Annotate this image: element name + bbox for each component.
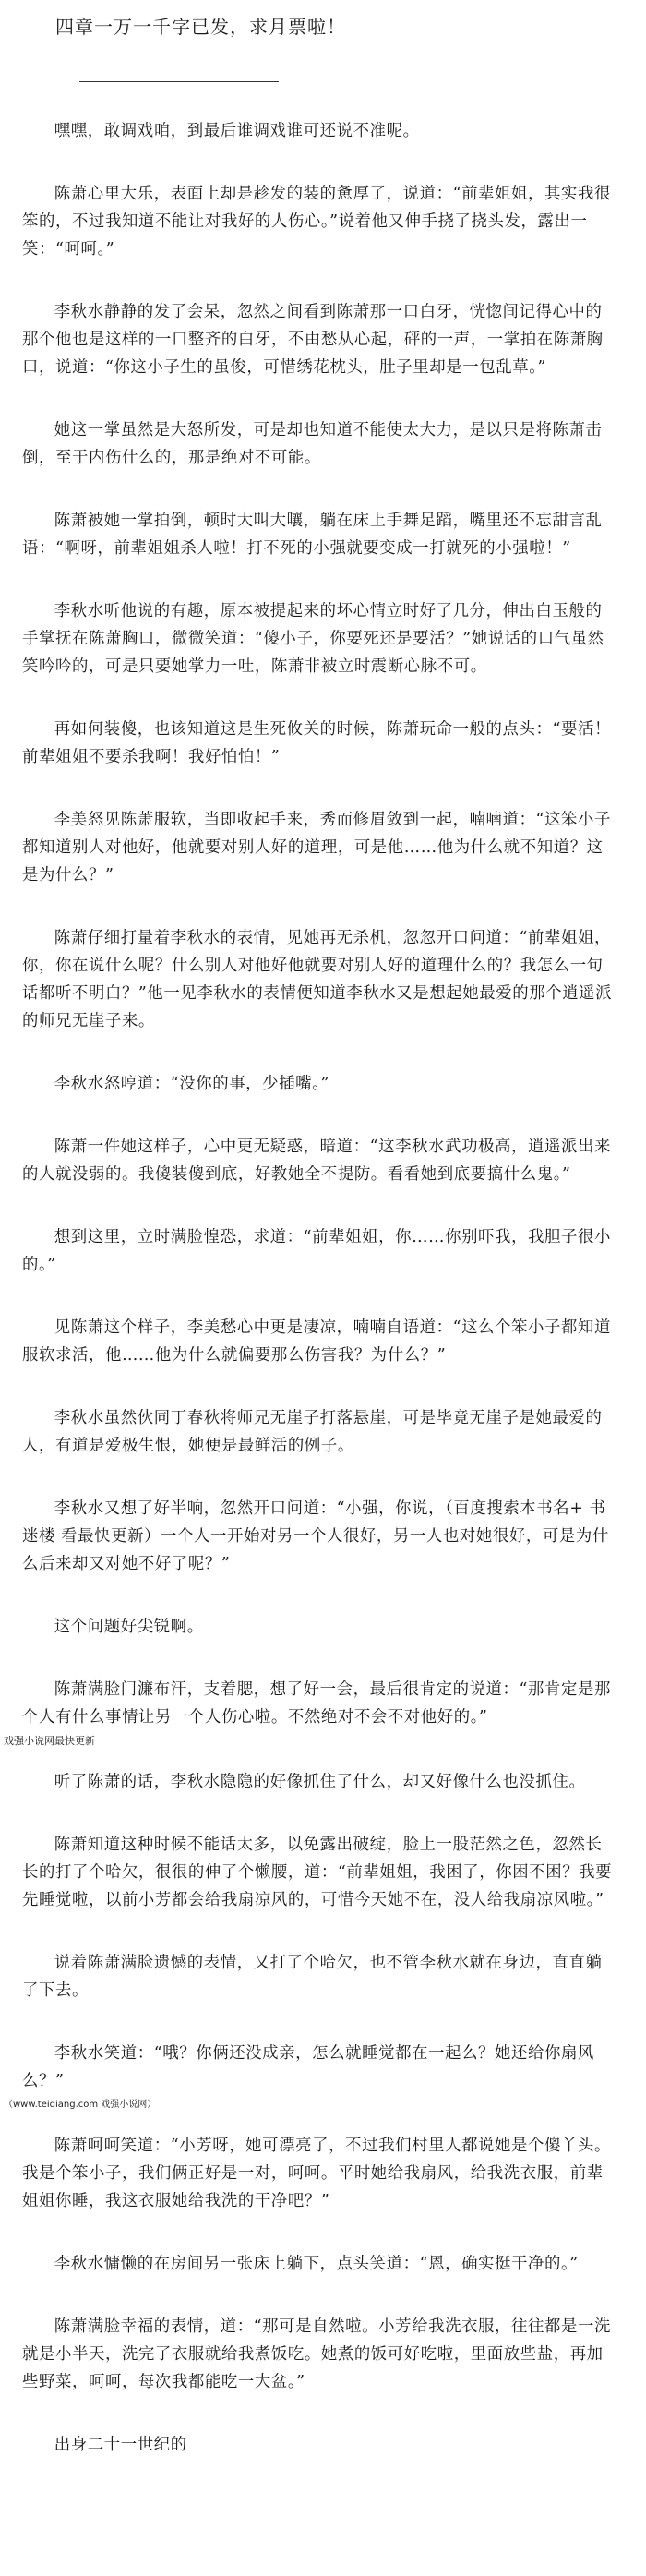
paragraph: 想到这里，立时满脸惶恐，求道：“前辈姐姐，你……你别吓我，我胆子很小的。” [22,1228,611,1274]
paragraph: 嘿嘿，敢调戏咱，到最后谁调戏谁可还说不准呢。 [54,122,420,140]
paragraph: 陈萧满脸幸福的表情，道：“那可是自然啦。小芳给我洗衣服，往往都是一洗就是小半天，洗完了衣服就给我煮饭吃。她煮的饭可好吃啦，里面放些盐，再加些野菜，呵呵，每次我都能吃一大盆。” [22,2317,611,2391]
paragraph: 陈萧仔细打量着李秋水的表情，见她再无杀机，忽忽开口问道：“前辈姐姐，你，你在说什么呢？什么别人对他好他就要对别人好的道理什么的？我怎么一句话都听不明白？”他一见李秋水的表情便知道李秋水又是想起她最爱的那个逍遥派的师兄无崖子来。 [22,929,613,1030]
paragraph: 陈萧满脸门濂布汗，支着腮，想了好一会，最后很肯定的说道：“那肯定是那个人有什么事情让另一个人伤心啦。不然绝对不会不对他好的。” [22,1680,611,1727]
paragraph: 李秋水笑道：“哦？你俩还没成亲，怎么就睡觉都在一起么？她还给你扇风么？” [22,2044,594,2090]
paragraph: 李秋水又想了好半响，忽然开口问道：“小强，你说，（百度搜索本书名+ 书迷楼 看最快更新）一个人一开始对另一个人很好，另一人也对她很好，可是为什么后来却又对她不好了呢？” [22,1499,609,1573]
paragraph: 听了陈萧的话，李秋水隐隐的好像抓住了什么，却又好像什么也没抓住。 [54,1773,586,1791]
paragraph: 陈萧被她一掌拍倒，顿时大叫大嚷，躺在床上手舞足蹈，嘴里还不忘甜言乱语：“啊呀，前辈姐姐杀人啦！打不死的小强就要变成一打就死的小强啦！” [22,512,603,558]
divider [79,81,279,82]
site-watermark: （www.teiqiang.com 戏强小说网） [4,2100,157,2110]
paragraph: 这个问题好尖锐啊。 [54,1618,204,1636]
paragraph: 陈萧一件她这样子，心中更无疑惑，暗道：“这李秋水武功极高，逍遥派出来的人就没弱的。我傻装傻到底，好教她全不提防。看看她到底要搞什么鬼。” [22,1138,611,1184]
paragraph: 见陈萧这个样子，李美愁心中更是凄凉，喃喃自语道：“这么个笨小子都知道服软求活，他……他为什么就偏要那么伤害我？为什么？” [22,1318,611,1365]
paragraph: 出身二十一世纪的 [54,2436,187,2454]
paragraph: 陈萧知道这种时候不能话太多，以免露出破绽，脸上一股茫然之色，忽然长长的打了个哈欠，很很的伸了个懒腰，道：“前辈姐姐，我困了，你困不困？我要先睡觉啦，以前小芳都会给我扇凉风的，可惜今天她不在，没人给我扇凉风啦。” [22,1836,613,1909]
chapter-note: 四章一万一千字已发，求月票啦！ [55,16,346,38]
paragraph: 李秋水静静的发了会呆，忽然之间看到陈萧那一口白牙，恍惚间记得心中的那个他也是这样的一口整齐的白牙，不由愁从心起，砰的一声，一掌拍在陈萧胸口，说道：“你这小子生的虽俊，可惜绣花枕头，肚子里却是一包乱草。” [22,303,604,377]
paragraph: 李秋水慵懒的在房间另一张床上躺下，点头笑道：“恩，确实挺干净的。” [54,2255,579,2273]
paragraph: 陈萧呵呵笑道：“小芳呀，她可漂亮了，不过我们村里人都说她是个傻丫头。我是个笨小子，我们俩正好是一对，呵呵。平时她给我扇风，给我洗衣服，前辈姐姐你睡，我这衣服她给我洗的干净吧？” [22,2137,611,2210]
paragraph: 她这一掌虽然是大怒所发，可是却也知道不能使太大力，是以只是将陈萧击倒，至于内伤什么的，那是绝对不可能。 [22,421,603,467]
paragraph: 李秋水虽然伙同丁春秋将师兄无崖子打落悬崖，可是毕竟无崖子是她最爱的人，有道是爱极生恨，她便是最鲜活的例子。 [22,1409,603,1455]
paragraph: 李秋水怒哼道：“没你的事，少插嘴。” [54,1075,329,1093]
paragraph: 李美怒见陈萧服软，当即收起手来，秀而修眉敛到一起，喃喃道：“这笨小子都知道别人对他好，他就要对别人好的道理，可是他……他为什么就不知道？这是为什么？” [22,811,611,885]
site-watermark: 戏强小说网最快更新 [4,1735,95,1747]
paragraph: 李秋水听他说的有趣，原本被提起来的坏心情立时好了几分，伸出白玉般的手掌抚在陈萧胸口，微微笑道：“傻小子，你要死还是要活？”她说话的口气虽然笑吟吟的，可是只要她掌力一吐，陈萧非被立时震断心脉不可。 [22,602,604,676]
paragraph: 再如何装傻，也该知道这是生死攸关的时候，陈萧玩命一般的点头：“要活！前辈姐姐不要杀我啊！我好怕怕！” [22,720,611,766]
paragraph: 说着陈萧满脸遗憾的表情，又打了个哈欠，也不管李秋水就在身边，直直躺了下去。 [22,1954,603,2000]
paragraph: 陈萧心里大乐，表面上却是趁发的装的惫厚了，说道：“前辈姐姐，其实我很笨的，不过我知道不能让对我好的人伤心。”说着他又伸手挠了挠头发，露出一笑：“呵呵。” [22,185,611,259]
